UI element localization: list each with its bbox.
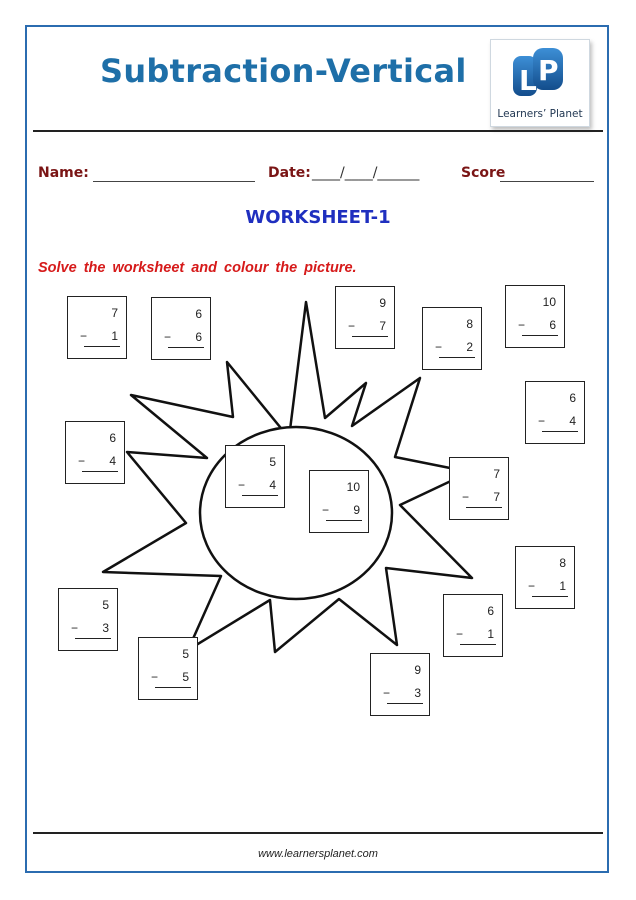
minus-sign: − <box>151 670 159 684</box>
instruction-text: Solve the worksheet and colour the picture. <box>38 260 357 276</box>
answer-line[interactable] <box>439 357 475 358</box>
footer-divider <box>33 832 603 834</box>
answer-line[interactable] <box>522 335 558 336</box>
minus-sign: − <box>456 627 464 641</box>
minuend: 6 <box>487 604 494 618</box>
problem-box[interactable] <box>151 297 211 360</box>
problem-box[interactable] <box>335 286 395 349</box>
answer-line[interactable] <box>352 336 388 337</box>
problem-box[interactable] <box>309 470 369 533</box>
logo-text: Learners’ Planet <box>497 108 583 120</box>
minuend: 10 <box>542 295 556 309</box>
minuend: 6 <box>195 307 202 321</box>
answer-line[interactable] <box>84 346 120 347</box>
problem-box[interactable] <box>370 653 430 716</box>
minus-sign: − <box>435 340 443 354</box>
subtrahend: 1 <box>111 329 118 343</box>
answer-line[interactable] <box>532 596 568 597</box>
subtrahend: 3 <box>414 686 421 700</box>
subtrahend: 4 <box>269 478 276 492</box>
subtrahend: 2 <box>466 340 473 354</box>
minus-sign: − <box>462 490 470 504</box>
answer-line[interactable] <box>155 687 191 688</box>
worksheet-title: WORKSHEET-1 <box>245 207 391 228</box>
subtrahend: 1 <box>487 627 494 641</box>
problem-box[interactable] <box>65 421 125 484</box>
answer-line[interactable] <box>82 471 118 472</box>
minuend: 5 <box>182 647 189 661</box>
minuend: 6 <box>109 431 116 445</box>
subtrahend: 5 <box>182 670 189 684</box>
subtrahend: 6 <box>549 318 556 332</box>
answer-line[interactable] <box>466 507 502 508</box>
minus-sign: − <box>78 454 86 468</box>
date-input-line[interactable]: ____/____/______ <box>312 165 420 181</box>
answer-line[interactable] <box>326 520 362 521</box>
page-title: Subtraction-Vertical <box>100 52 467 90</box>
answer-line[interactable] <box>460 644 496 645</box>
answer-line[interactable] <box>242 495 278 496</box>
footer-url: www.learnersplanet.com <box>258 848 378 860</box>
subtrahend: 7 <box>493 490 500 504</box>
minuend: 5 <box>102 598 109 612</box>
minuend: 5 <box>269 455 276 469</box>
answer-line[interactable] <box>387 703 423 704</box>
problem-box[interactable] <box>449 457 509 520</box>
minus-sign: − <box>528 579 536 593</box>
date-label: Date: <box>268 165 311 181</box>
subtrahend: 7 <box>379 319 386 333</box>
problem-box[interactable] <box>515 546 575 609</box>
answer-line[interactable] <box>168 347 204 348</box>
subtrahend: 1 <box>559 579 566 593</box>
minus-sign: − <box>71 621 79 635</box>
minus-sign: − <box>322 503 330 517</box>
problem-box[interactable] <box>138 637 198 700</box>
subtrahend: 9 <box>353 503 360 517</box>
problem-box[interactable] <box>58 588 118 651</box>
minuend: 10 <box>346 480 360 494</box>
answer-line[interactable] <box>75 638 111 639</box>
problem-box[interactable] <box>422 307 482 370</box>
problem-box[interactable] <box>443 594 503 657</box>
minuend: 8 <box>559 556 566 570</box>
logo-letter-l: L <box>519 64 537 97</box>
problem-box[interactable] <box>505 285 565 348</box>
minus-sign: − <box>348 319 356 333</box>
minus-sign: − <box>538 414 546 428</box>
minus-sign: − <box>238 478 246 492</box>
problem-box[interactable] <box>67 296 127 359</box>
subtrahend: 4 <box>109 454 116 468</box>
answer-line[interactable] <box>542 431 578 432</box>
minuend: 9 <box>379 296 386 310</box>
minus-sign: − <box>80 329 88 343</box>
minus-sign: − <box>164 330 172 344</box>
name-label: Name: <box>38 165 89 181</box>
minus-sign: − <box>383 686 391 700</box>
minuend: 8 <box>466 317 473 331</box>
subtrahend: 3 <box>102 621 109 635</box>
problem-box[interactable] <box>225 445 285 508</box>
score-label: Score <box>461 165 506 181</box>
subtrahend: 4 <box>569 414 576 428</box>
minuend: 9 <box>414 663 421 677</box>
subtrahend: 6 <box>195 330 202 344</box>
minuend: 7 <box>493 467 500 481</box>
problem-box[interactable] <box>525 381 585 444</box>
minuend: 7 <box>111 306 118 320</box>
minuend: 6 <box>569 391 576 405</box>
logo-letter-p: P <box>538 54 559 87</box>
minus-sign: − <box>518 318 526 332</box>
